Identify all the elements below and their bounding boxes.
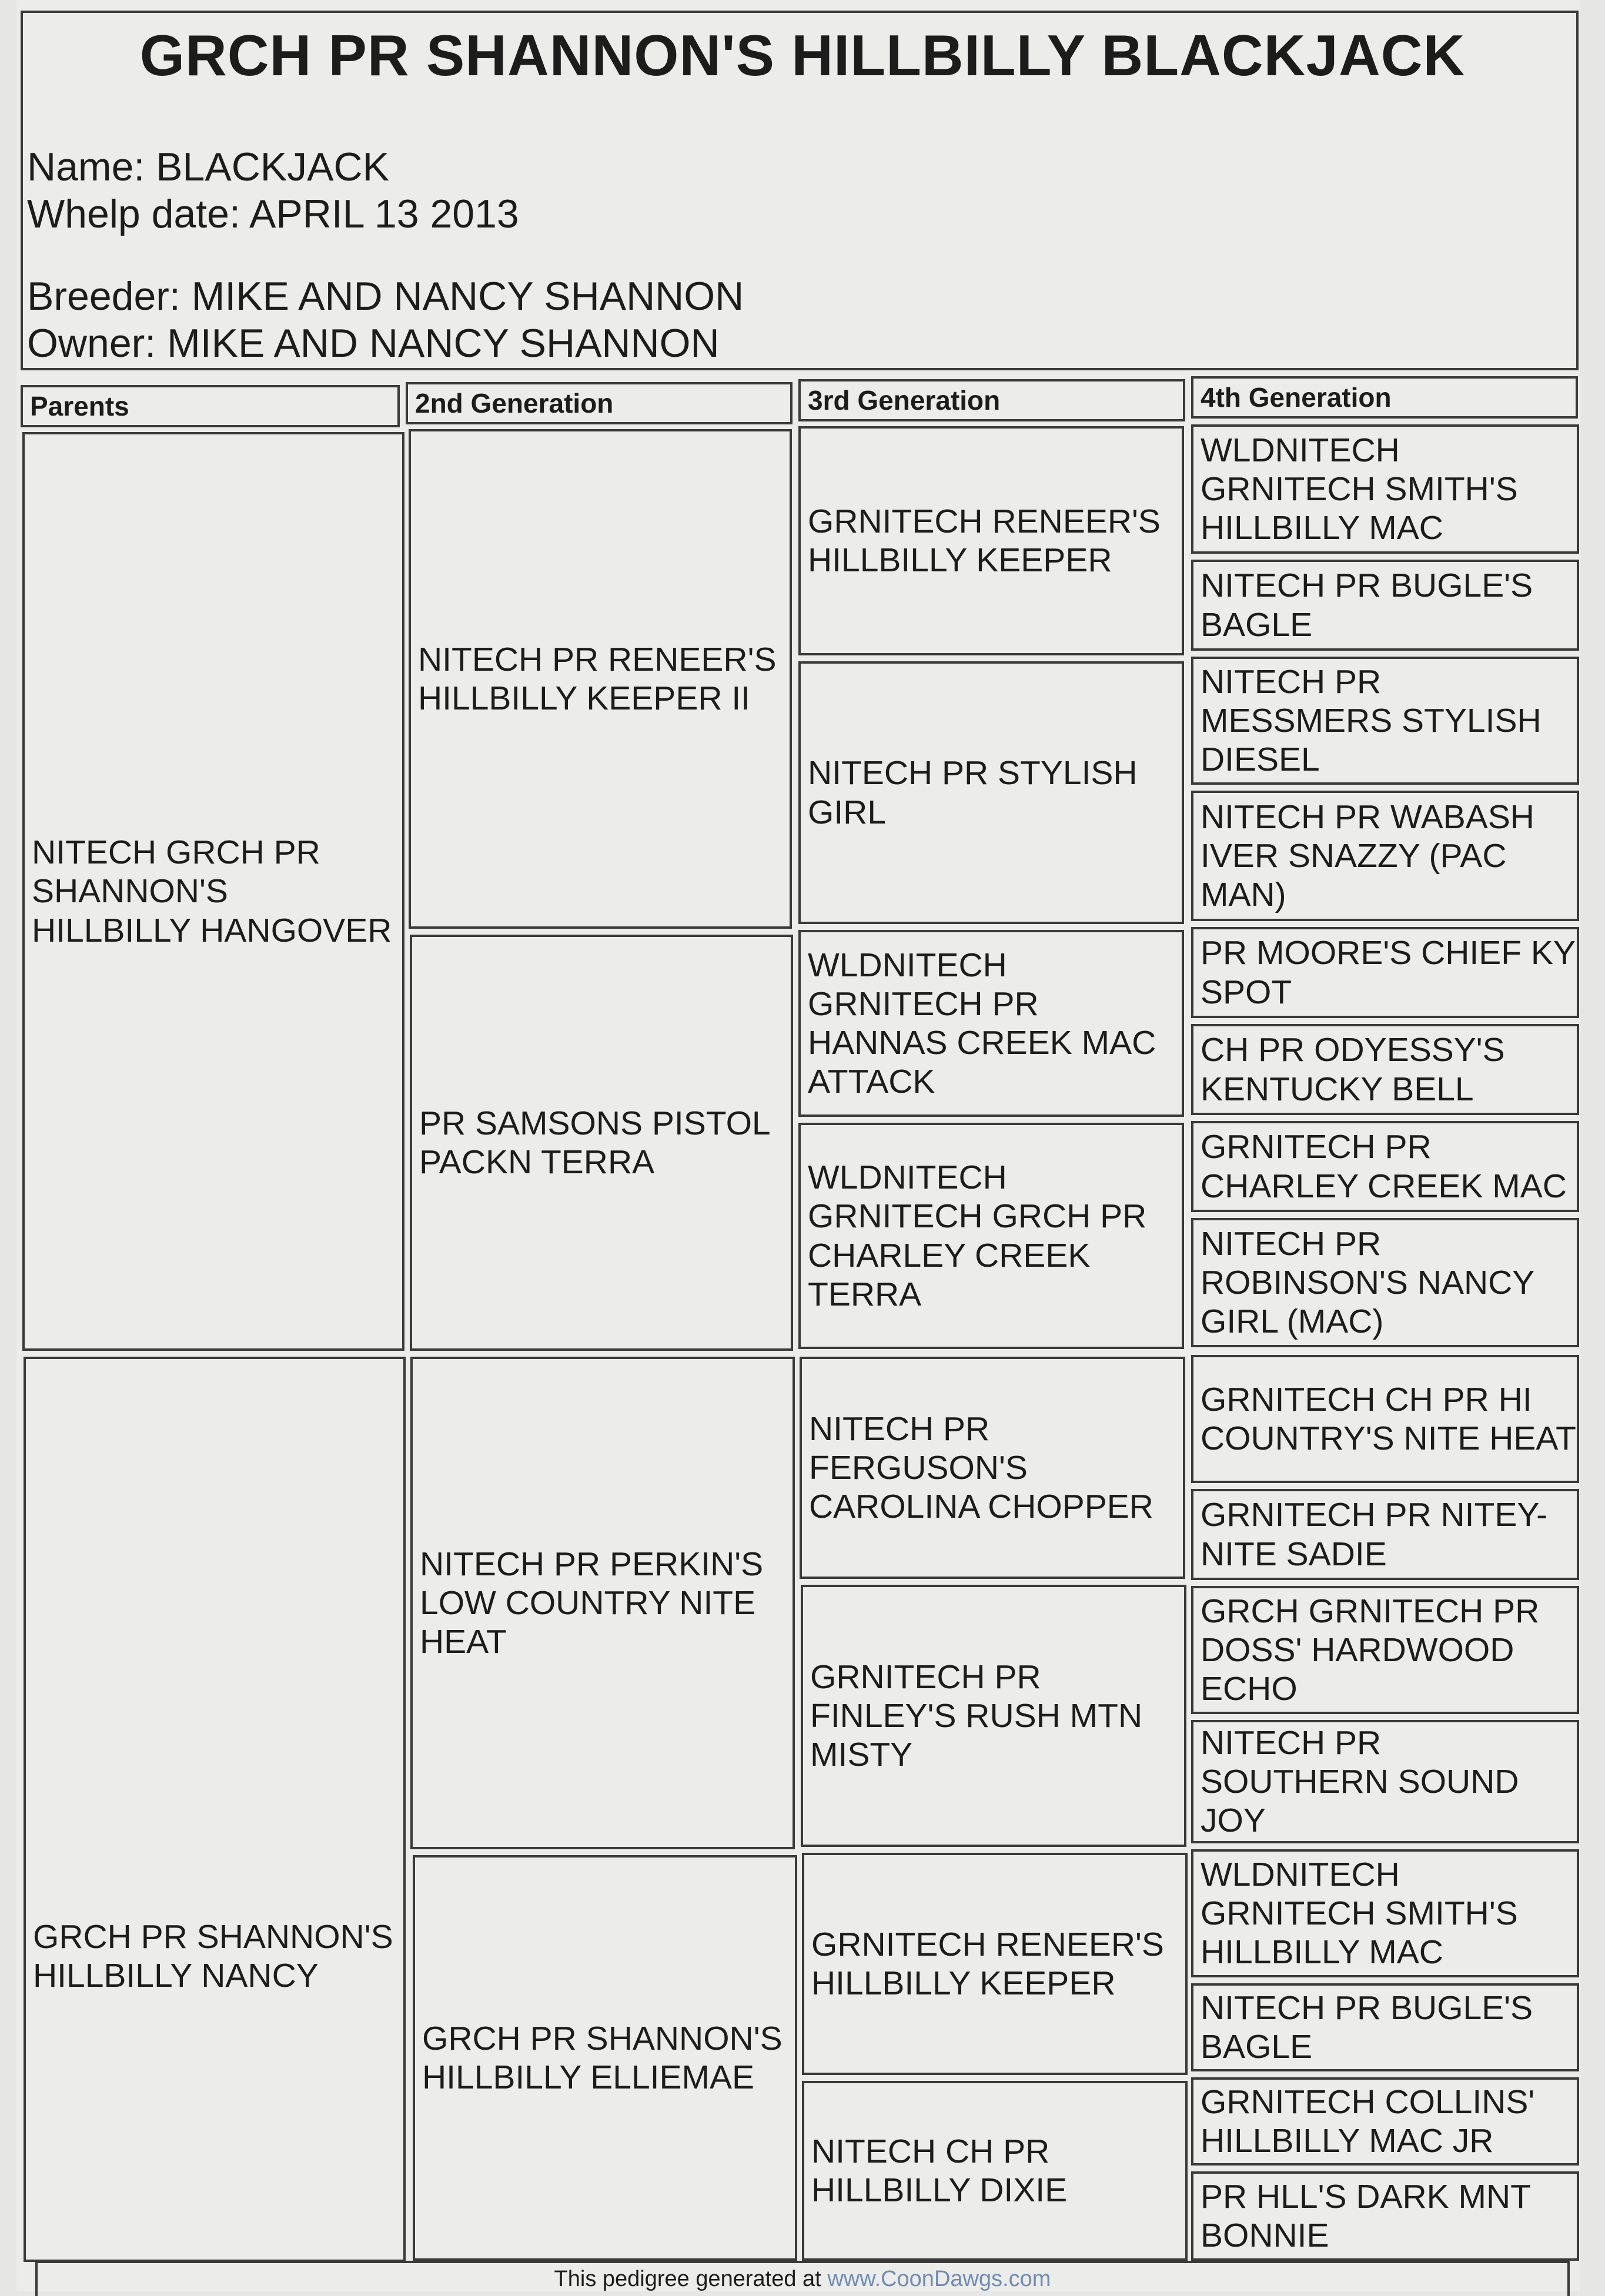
gen4-cell-13: WLDNITECH GRNITECH SMITH'S HILLBILLY MAC bbox=[1191, 1849, 1579, 1977]
gen4-cell-4: NITECH PR WABASH IVER SNAZZY (PAC MAN) bbox=[1191, 791, 1579, 921]
gen4-cell-8: NITECH PR ROBINSON'S NANCY GIRL (MAC) bbox=[1191, 1218, 1579, 1347]
parent-dam: GRCH PR SHANNON'S HILLBILLY NANCY bbox=[24, 1357, 406, 2262]
gen2-cell-2: PR SAMSONS PISTOL PACKN TERRA bbox=[410, 935, 793, 1351]
gen3-cell-2: NITECH PR STYLISH GIRL bbox=[798, 661, 1184, 924]
gen4-cell-15: GRNITECH COLLINS' HILLBILLY MAC JR bbox=[1191, 2077, 1579, 2166]
column-header-gen2: 2nd Generation bbox=[406, 382, 793, 424]
gen3-cell-1: GRNITECH RENEER'S HILLBILLY KEEPER bbox=[798, 426, 1184, 655]
gen4-cell-14: NITECH PR BUGLE'S BAGLE bbox=[1191, 1983, 1579, 2071]
footer-prefix: This pedigree generated at bbox=[554, 2267, 821, 2291]
gen3-cell-6: GRNITECH PR FINLEY'S RUSH MTN MISTY bbox=[801, 1585, 1186, 1847]
gen4-cell-3: NITECH PR MESSMERS STYLISH DIESEL bbox=[1191, 657, 1579, 785]
whelp-date: Whelp date: APRIL 13 2013 bbox=[27, 192, 519, 236]
gen3-cell-3: WLDNITECH GRNITECH PR HANNAS CREEK MAC ATTACK bbox=[798, 930, 1184, 1117]
gen4-cell-2: NITECH PR BUGLE'S BAGLE bbox=[1191, 560, 1579, 651]
gen3-cell-4: WLDNITECH GRNITECH GRCH PR CHARLEY CREEK TERRA bbox=[798, 1123, 1184, 1349]
column-header-parents: Parents bbox=[21, 385, 400, 427]
gen4-cell-5: PR MOORE'S CHIEF KY SPOT bbox=[1191, 927, 1579, 1018]
gen3-cell-7: GRNITECH RENEER'S HILLBILLY KEEPER bbox=[802, 1853, 1188, 2075]
gen4-cell-1: WLDNITECH GRNITECH SMITH'S HILLBILLY MAC bbox=[1191, 424, 1579, 554]
gen2-cell-1: NITECH PR RENEER'S HILLBILLY KEEPER II bbox=[409, 429, 792, 929]
column-header-gen3: 3rd Generation bbox=[798, 379, 1185, 421]
gen4-cell-9: GRNITECH CH PR HI COUNTRY'S NITE HEAT bbox=[1191, 1355, 1579, 1483]
gen3-cell-8: NITECH CH PR HILLBILLY DIXIE bbox=[802, 2081, 1188, 2261]
gen4-cell-12: NITECH PR SOUTHERN SOUND JOY bbox=[1191, 1720, 1579, 1843]
gen2-cell-3: NITECH PR PERKIN'S LOW COUNTRY NITE HEAT bbox=[410, 1357, 795, 1849]
gen4-cell-10: GRNITECH PR NITEY-NITE SADIE bbox=[1191, 1489, 1579, 1580]
gen4-cell-16: PR HLL'S DARK MNT BONNIE bbox=[1191, 2171, 1579, 2261]
dog-name: Name: BLACKJACK bbox=[27, 145, 389, 189]
breeder: Breeder: MIKE AND NANCY SHANNON bbox=[27, 274, 744, 319]
footer-text bbox=[0, 2267, 1605, 2292]
column-header-gen4: 4th Generation bbox=[1191, 376, 1578, 419]
footer-link[interactable]: www.CoonDawgs.com bbox=[827, 2267, 1051, 2291]
owner: Owner: MIKE AND NANCY SHANNON bbox=[27, 321, 720, 366]
gen3-cell-5: NITECH PR FERGUSON'S CAROLINA CHOPPER bbox=[800, 1357, 1185, 1579]
parent-sire: NITECH GRCH PR SHANNON'S HILLBILLY HANGOVER bbox=[22, 432, 404, 1351]
gen4-cell-11: GRCH GRNITECH PR DOSS' HARDWOOD ECHO bbox=[1191, 1586, 1579, 1714]
gen2-cell-4: GRCH PR SHANNON'S HILLBILLY ELLIEMAE bbox=[413, 1855, 797, 2261]
page-title: GRCH PR SHANNON'S HILLBILLY BLACKJACK bbox=[139, 23, 1466, 88]
gen4-cell-7: GRNITECH PR CHARLEY CREEK MAC bbox=[1191, 1121, 1579, 1212]
gen4-cell-6: CH PR ODYESSY'S KENTUCKY BELL bbox=[1191, 1024, 1579, 1115]
